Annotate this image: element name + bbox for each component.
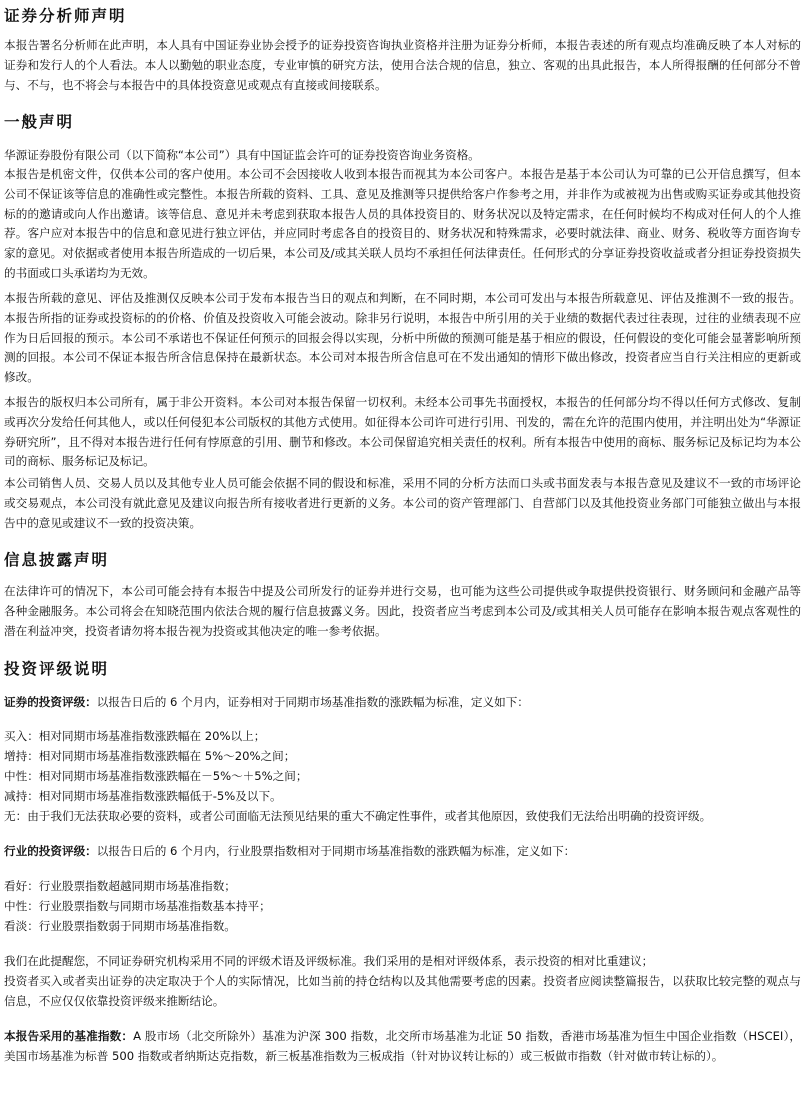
general-paragraph-3: 本报告所载的意见、评估及推测仅反映本公司于发布本报告当日的观点和判断，在不同时期，本公司可发出与本报告所载意见、评估及推测不一致的报告。本报告所指的证券或投资标的的价格、价值及投资收入可能会波动。除非另行说明，本报告中所引用的关于业绩的数据代表过往表现，过往的业绩表现不应作为日后回报的预示。本公司不承诺也不保证任何预示的回报会得以实现，分析中所做的预测可能是基于相应的假设，任何假设的变化可能会显著影响所预测的回报。本公司不保证本报告所含信息保持在最新状态。本公司对本报告所含信息可在不发出通知的情形下做出修改，投资者应当自行关注相应的更新或修改。 [4, 291, 801, 385]
industry-rating-positive: 看好：行业股票指数超越同期市场基准指数； [4, 879, 236, 893]
general-paragraph-5: 本公司销售人员、交易人员以及其他专业人员可能会依据不同的假设和标准，采用不同的分析方法而口头或书面发表与本报告意见及建议不一致的市场评论或交易观点，本公司没有就此意见及建议向报告所有接收者进行更新的义务。本公司的资产管理部门、自营部门以及其他投资业务部门可能独立做出与本报告中的意见或建议不一致的投资决策。 [4, 476, 801, 530]
rating-reminder-2: 投资者买入或者卖出证券的决定取决于个人的实际情况，比如当前的持仓结构以及其他需要考虑的因素。投资者应阅读整篇报告，以获取比较完整的观点与信息，不应仅仅依靠投资评级来推断结论。 [4, 974, 801, 1008]
stock-rating-text: 以报告日后的 6 个月内，证券相对于同期市场基准指数的涨跌幅为标准，定义如下： [96, 695, 529, 709]
benchmark-label: 本报告采用的基准指数： [4, 1029, 134, 1043]
industry-rating-neutral: 中性：行业股票指数与同期市场基准指数基本持平； [4, 899, 271, 913]
stock-rating-none: 无：由于我们无法获取必要的资料，或者公司面临无法预见结果的重大不确定性事件，或者其他原因，致使我们无法给出明确的投资评级。 [4, 809, 712, 823]
section-title-rating: 投资评级说明 [4, 659, 110, 678]
stock-rating-underweight: 减持：相对同期市场基准指数涨跌幅低于-5%及以下。 [4, 789, 282, 803]
general-paragraph-2: 本报告是机密文件，仅供本公司的客户使用。本公司不会因接收人收到本报告而视其为本公司客户。本报告是基于本公司认为可靠的已公开信息撰写，但本公司不保证该等信息的准确性或完整性。本报告所载的资料、工具、意见及推测等只提供给客户作参考之用，并非作为或被视为出售或购买证券或其他投资标的的邀请或向人作出邀请。该等信息、意见并未考虑到获取本报告人员的具体投资目的、财务状况以及特定需求，在任何时候均不构成对任何人的个人推荐。客户应对本报告中的信息和意见进行独立评估，并应同时考虑各自的投资目的、财务状况和特殊需求，必要时就法律、商业、财务、税收等方面咨询专家的意见。对依据或者使用本报告所造成的一切后果，本公司及/或其关联人员均不承担任何法律责任。任何形式的分享证券投资收益或者分担证券投资损失的书面或口头承诺均为无效。 [4, 167, 801, 280]
analyst-statement-paragraph: 本报告署名分析师在此声明，本人具有中国证券业协会授予的证券投资咨询执业资格并注册为证券分析师，本报告表述的所有观点均准确反映了本人对标的证券和发行人的个人看法。本人以勤勉的职业态度，专业审慎的研究方法，使用合法合规的信息，独立、客观的出具此报告，本人所得报酬的任何部分不曾与、不与，也不将会与本报告中的具体投资意见或观点有直接或间接联系。 [4, 38, 801, 92]
stock-rating-intro [4, 693, 801, 713]
industry-rating-negative: 看淡：行业股票指数弱于同期市场基准指数。 [4, 919, 236, 933]
stock-rating-label: 证券的投资评级： [4, 695, 97, 709]
section-title-general-statement: 一般声明 [4, 112, 75, 131]
section-title-analyst-statement: 证券分析师声明 [4, 6, 127, 25]
disclosure-paragraph: 在法律许可的情况下，本公司可能会持有本报告中提及公司所发行的证券并进行交易，也可能为这些公司提供或争取提供投资银行、财务顾问和金融产品等各种金融服务。本公司将会在知晓范围内依法合规的履行信息披露义务。因此，投资者应当考虑到本公司及/或其相关人员可能存在影响本报告观点客观性的潜在利益冲突，投资者请勿将本报告视为投资或其他决定的唯一参考依据。 [4, 584, 801, 638]
benchmark-text: A 股市场（北交所除外）基准为沪深 300 指数，北交所市场基准为北证 50 指数，香港市场基准为恒生中国企业指数（HSCEI），美国市场基准为标普 500 指数或者纳斯达克指数，新三板基准指数为三板成指（针对协议转让标的）或三板做市指数（针对做市转让标的）。 [4, 1029, 801, 1063]
stock-rating-neutral: 中性：相对同期市场基准指数涨跌幅在－5%～＋5%之间； [4, 769, 308, 783]
section-title-disclosure: 信息披露声明 [4, 550, 110, 569]
benchmark-paragraph [4, 1027, 801, 1067]
industry-rating-label: 行业的投资评级： [4, 844, 97, 858]
industry-rating-intro [4, 842, 801, 862]
general-paragraph-1: 华源证券股份有限公司（以下简称“本公司”）具有中国证监会许可的证券投资咨询业务资格。 [4, 148, 480, 162]
general-paragraph-4: 本报告的版权归本公司所有，属于非公开资料。本公司对本报告保留一切权利。未经本公司事先书面授权，本报告的任何部分均不得以任何方式修改、复制或再次分发给任何其他人，或以任何侵犯本公司版权的其他方式使用。如征得本公司许可进行引用、刊发的，需在允许的范围内使用，并注明出处为“华源证券研究所”，且不得对本报告进行任何有悖原意的引用、删节和修改。本公司保留追究相关责任的权利。所有本报告中使用的商标、服务标记及标记均为本公司的商标、服务标记及标记。 [4, 395, 801, 469]
rating-reminder-1: 我们在此提醒您，不同证券研究机构采用不同的评级术语及评级标准。我们采用的是相对评级体系，表示投资的相对比重建议； [4, 954, 654, 968]
stock-rating-buy: 买入：相对同期市场基准指数涨跌幅在 20%以上； [4, 729, 266, 743]
stock-rating-overweight: 增持：相对同期市场基准指数涨跌幅在 5%～20%之间； [4, 749, 296, 763]
industry-rating-text: 以报告日后的 6 个月内，行业股票指数相对于同期市场基准指数的涨跌幅为标准，定义如下： [96, 844, 576, 858]
